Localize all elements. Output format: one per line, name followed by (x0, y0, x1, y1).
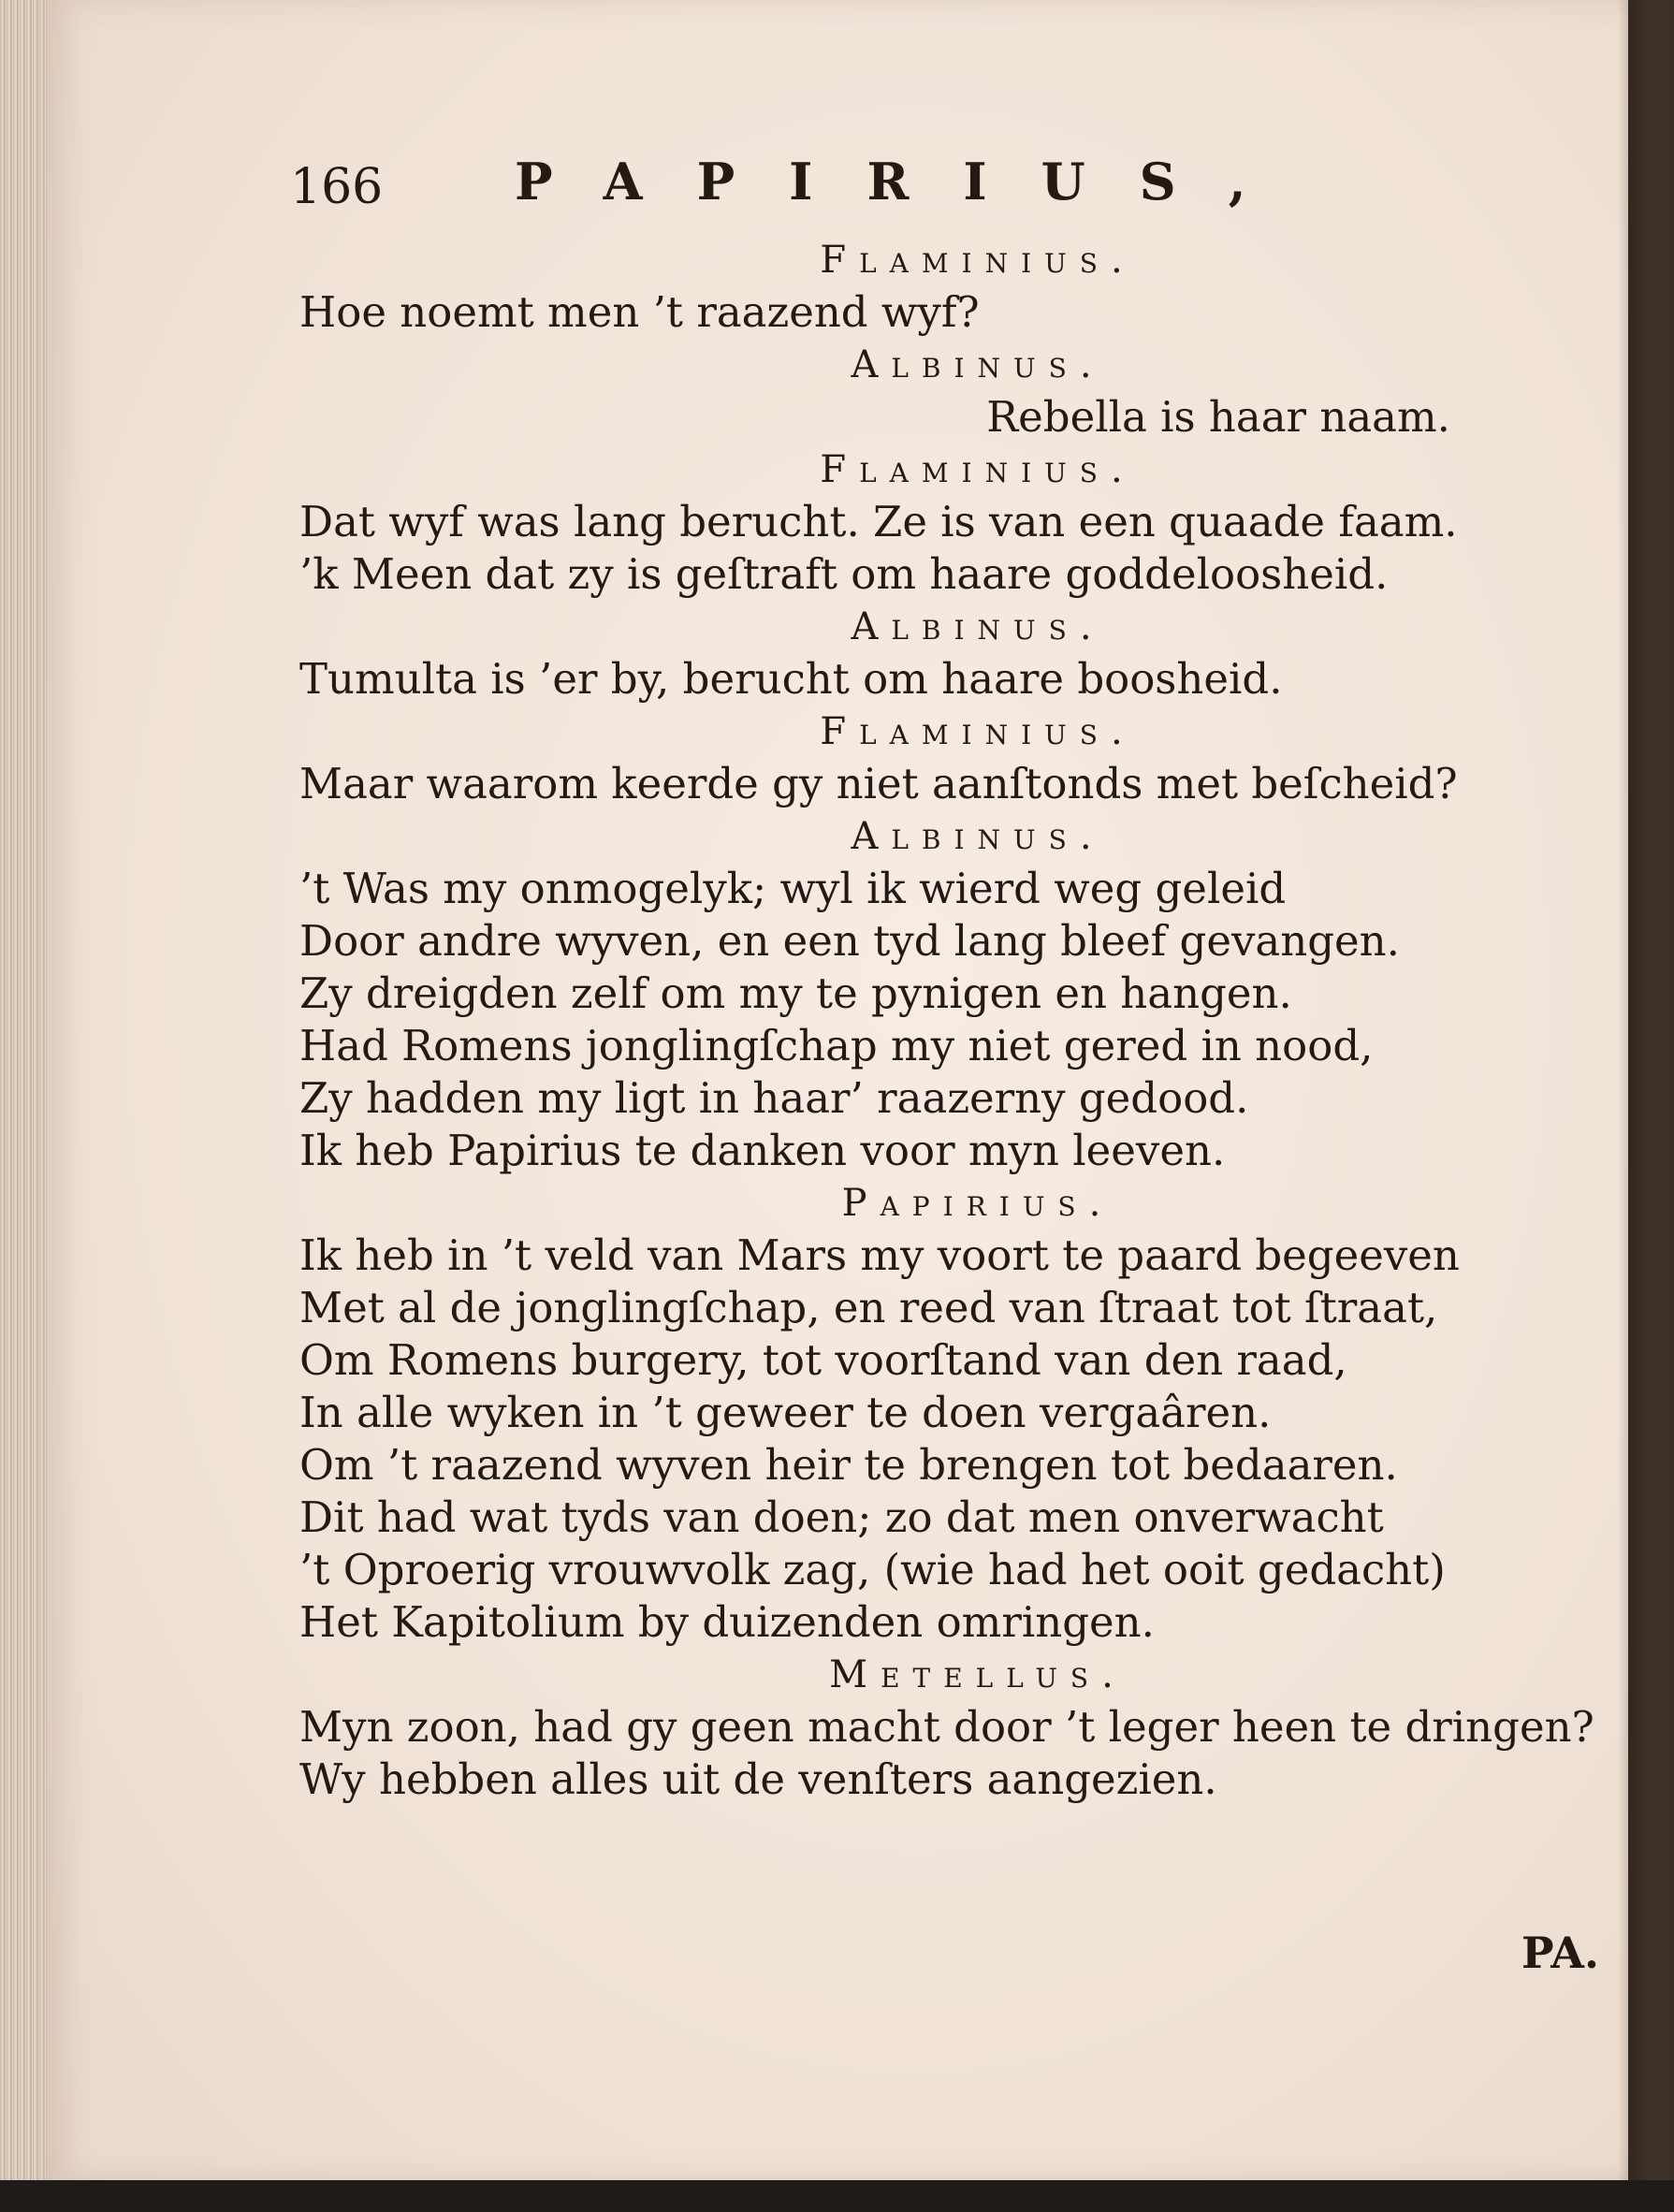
verse-line: Had Romens jonglingſchap my niet gered in nood, (299, 1021, 1374, 1070)
speaker-name: Flaminius. (820, 239, 1136, 282)
verse-line: Om Romens burgery, tot voorſtand van den raad, (299, 1335, 1347, 1385)
verse-line: Wy hebben alles uit de venſters aangezien. (299, 1754, 1217, 1804)
speaker-name: Albinus. (851, 815, 1105, 858)
verse-line: Om ’t raazend wyven heir te brengen tot bedaaren. (299, 1440, 1398, 1490)
speaker-name: Flaminius. (820, 448, 1136, 491)
verse-line: Zy dreigden zelf om my te pynigen en hangen. (299, 968, 1292, 1018)
verse-line: Rebella is haar naam. (986, 392, 1450, 442)
running-head (290, 140, 1600, 234)
verse-line: Zy hadden my ligt in haar’ raazerny gedood. (299, 1073, 1249, 1123)
page-number: 166 (290, 159, 384, 215)
verse-line: Ik heb in ’t veld van Mars my voort te paard begeeven (299, 1230, 1460, 1280)
speaker-name: Metellus. (829, 1653, 1127, 1696)
speaker-name: Flaminius. (820, 710, 1136, 753)
verse-line: Dit had wat tyds van doen; zo dat men onverwacht (299, 1492, 1384, 1542)
verse-line: ’k Meen dat zy is geſtraft om haare goddeloosheid. (299, 549, 1389, 599)
speaker-name: Papirius. (841, 1182, 1114, 1225)
scan-border (0, 2180, 1674, 2212)
catchword: PA. (1521, 1928, 1599, 1978)
speaker-name: Albinus. (851, 343, 1105, 386)
verse-line: Maar waarom keerde gy niet aanſtonds met beſcheid? (299, 759, 1458, 808)
running-title: PAPIRIUS, (515, 152, 1301, 211)
verse-line: Met al de jonglingſchap, en reed van ſtraat tot ſtraat, (299, 1283, 1438, 1332)
verse-line: In alle wyken in ’t geweer te doen vergaâren. (299, 1388, 1272, 1437)
verse-line: Myn zoon, had gy geen macht door ’t leger heen te dringen? (299, 1702, 1594, 1752)
verse-line: Door andre wyven, en een tyd lang bleef gevangen. (299, 916, 1400, 966)
verse-line: Het Kapitolium by duizenden omringen. (299, 1597, 1155, 1647)
verse-line: ’t Was my onmogelyk; wyl ik wierd weg geleid (299, 864, 1287, 913)
gutter-shadow (1618, 0, 1674, 2212)
verse-line: Ik heb Papirius te danken voor myn leeven. (299, 1126, 1226, 1175)
speaker-name: Albinus. (851, 605, 1105, 648)
verse-line: Hoe noemt men ’t raazend wyf? (299, 287, 980, 337)
page-text (290, 140, 1600, 1806)
verse-line: Dat wyf was lang berucht. Ze is van een quaade faam. (299, 497, 1458, 546)
verse-line: Tumulta is ’er by, berucht om haare boosheid. (299, 654, 1283, 704)
verse-line: ’t Oproerig vrouwvolk zag, (wie had het ooit gedacht) (299, 1545, 1446, 1594)
